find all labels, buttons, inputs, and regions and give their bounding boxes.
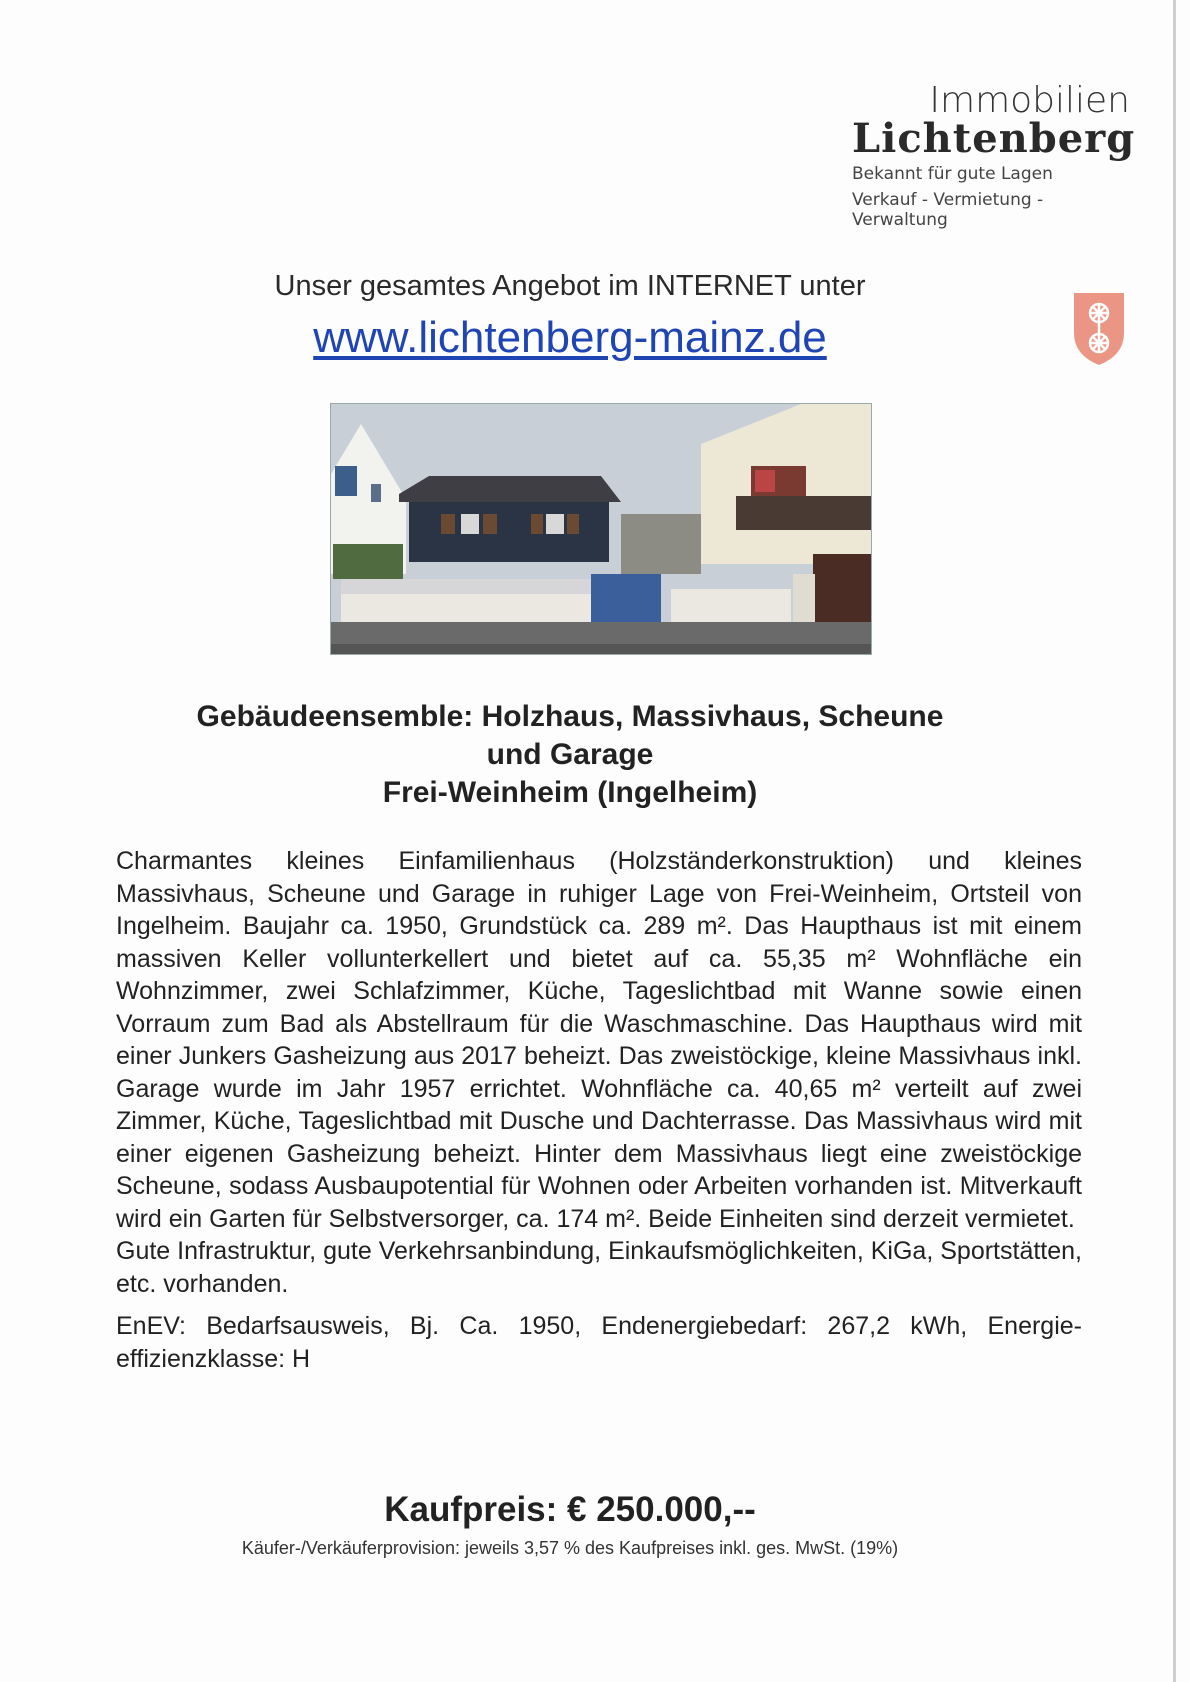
property-photo — [330, 403, 872, 655]
logo-services: Verkauf - Vermietung - Verwaltung — [852, 190, 1044, 230]
internet-line: Unser gesamtes Angebot im INTERNET unter — [274, 270, 866, 302]
logo-name: Lichtenberg — [852, 115, 1136, 162]
mainz-wheel-seal-icon — [1066, 283, 1132, 367]
heading-line-1: Gebäudeensemble: Holzhaus, Massivhaus, Scheune — [196, 700, 944, 733]
energy-paragraph: EnEV: Bedarfsausweis, Bj. Ca. 1950, Endenergiebedarf: 267,2 kWh, Energieeffizienzklasse: H — [116, 1312, 1082, 1373]
internet-notice — [0, 270, 1190, 363]
listing-description — [116, 845, 1082, 1375]
logo-immobilien: Immobilien — [929, 80, 1130, 121]
description-paragraph: Charmantes kleines Einfamilienhaus (Holzständerkonstruktion) und kleines Massivhaus, Scheune und Garage in ruhiger Lage von Frei-Weinheim, Ortsteil von Ingelheim. Baujahr ca. 1950, Grundstück ca. 289 m². Das Haupthaus ist mit einem massiven Keller vollunterkellert und bietet auf ca. 55,35 m² Wohnfläche ein Wohnzimmer, zwei Schlafzimmer, Küche, Tageslichtbad mit Wanne sowie einen Vorraum zum Bad als Abstellraum für die Waschmaschine. Das Haupthaus wird mit einer Junkers Gasheizung aus 2017 beheizt. Das zweistöckige, kleine Massivhaus inkl. Garage wurde im Jahr 1957 errichtet. Wohnfläche ca. 40,65 m² verteilt auf zwei Zimmer, Küche, Tageslichtbad mit Dusche und Dachterrasse. Das Massivhaus wird mit einer eigenen Gasheizung beheizt. Hinter dem Massivhaus liegt eine zweistöckige Scheune, sodass Ausbaupotential für Wohnen oder Arbeiten vorhanden ist. Mitverkauft wird ein Garten für Selbstversorger, ca. 174 m². Beide Einheiten sind derzeit vermietet. — [116, 847, 1082, 1233]
purchase-price: Kaufpreis: € 250.000,-- — [384, 1490, 756, 1529]
heading-line-2: und Garage — [486, 738, 654, 771]
company-logo — [810, 80, 1136, 230]
commission-line — [0, 1538, 1190, 1559]
infrastructure-paragraph: Gute Infrastruktur, gute Verkehrsanbindung, Einkaufsmöglichkeiten, KiGa, Sportstätten, etc. vorhanden. — [116, 1237, 1082, 1298]
logo-tagline: Bekannt für gute Lagen — [852, 164, 1053, 184]
heading-location: Frei-Weinheim (Ingelheim) — [382, 776, 758, 809]
website-link[interactable]: www.lichtenberg-mainz.de — [313, 313, 827, 362]
price-line — [0, 1490, 1190, 1530]
commission-text: Käufer-/Verkäuferprovision: jeweils 3,57 % des Kaufpreises inkl. ges. MwSt. (19%) — [241, 1538, 899, 1558]
house-photo-illustration — [331, 404, 871, 654]
listing-heading — [0, 698, 1190, 812]
